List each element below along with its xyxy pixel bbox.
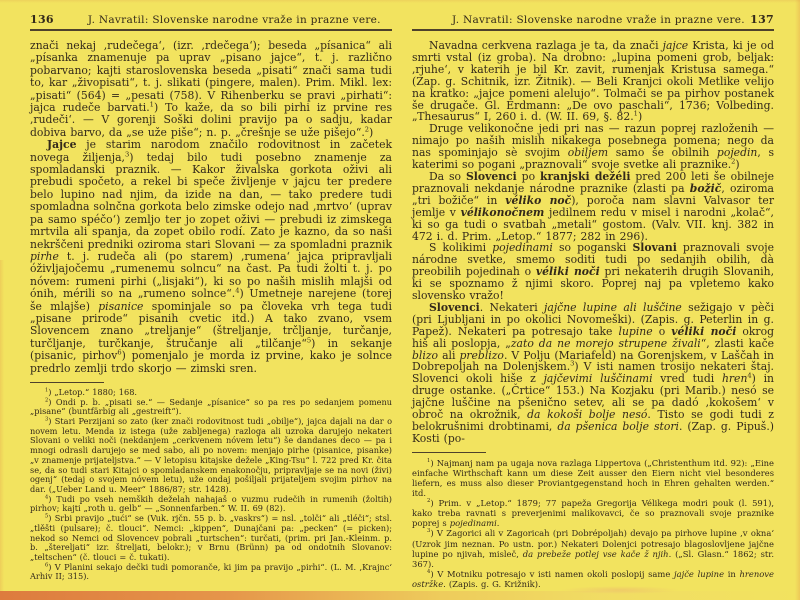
footnote: $^3$) V Zagorici ali v Zagoricah (pri Dobrépoljah) devajo pa pirhove lupine ,v okna‘ (Uzrok jim neznan. Po ustn. por.) Nekateri Dolenjci potresajo blagoslovljene jajčne lupine po njivah, misleč, da prebeže potlej vse kače ž njih. („Sl. Glasn.“ 1862; str. 367). bbox=[412, 528, 774, 569]
page-number: 136 bbox=[30, 13, 54, 26]
footnote: $^5$) Srbi pravijo „tući“ se (Vuk. rjčn. 55 p. b. „vaskrs“) = nsl. „tolči“ ali „tléči“; stsl. „tlěšti (pulsare); č. tlouci“. Nemci: „kippen“, Dunajčani pa: „pecken“ (= picken); nekod so Nemci od Slovencev pobrali „turtschen“: turčati, (prim. pri Jan.-Kleinm. p. b. „štereljati“ izr. štreljati, belokr.); v Brnu (Brünn) pa od ondotnih Slovanov: „teltschen“ (č. tlouci = č. tukati). bbox=[30, 513, 392, 562]
header-rule bbox=[412, 29, 774, 31]
footnote: $^1$) Najmanj nam pa ugaja nova razlaga Lippertova („Christenthum itd. 92): „Eine einfache Wirthschaft kann um diese Zeit ausser den Eiern nicht viel besonderes liefern, es muss also dieser Proviantgegenstand hoch in Ehren gehalten werden.“ itd. bbox=[412, 457, 774, 499]
running-header bbox=[412, 13, 774, 26]
page-137 bbox=[400, 0, 800, 600]
footnote-separator bbox=[30, 382, 104, 383]
running-header bbox=[30, 13, 392, 26]
footnote-separator bbox=[412, 452, 486, 453]
paragraph: Slovenci. Nekateri jajčne lupine ali luščine sežigajo v pèči (pri Ljubljani in po okolici Novomeški). (Zapis. g. Peterlin in g. Papež). Nekateri pa potresajo take lupine o véliki noči okrog hiš ali poslopja, „zato da ne morejo strupene živali“, zlasti kače blizo ali preblizo. V Polju (Mariafeld) na Gorenjskem, v Laščah in Dobrepoljah na Dolenjskem.$^3$) V isti namen trosijo nekateri štaj. Slovenci okoli hiše z jajčevimi luščinami vred tudi hren$^4$) in druge ostanke. („Črtice“ 153.) Na Kozjaku (pri Marib.) nesó se jajčne luščine na pšenično setev, ali se pa dadó ,kokošem‘ v obroč na okrožnik, da kokoši bolje nesó. Tisto se godi tudi z belokrušnimi drobtinami, da pšenica bolje stori. (Zap. g. Pipuš.) Kosti (po- bbox=[412, 300, 775, 445]
footnote: $^6$) V Planini sekajo dečki tudi pomoranče, ki jim pa pravijo „pirhi“. (L. M. ,Krajnc‘ Arhiv II; 315). bbox=[30, 561, 392, 582]
footnote: $^2$) Ondi p. b. „pisati se.“ — Sedanje „písanice“ so pa res po sedanjem pomenu „pisane“ (buntfärbig ali „gestreift“). bbox=[30, 396, 392, 417]
paragraph: Jajce je starim narodom značilo rodovitnost in začetek novega žiljenja,$^3$) tedaj bilo tudi posebno znamenje za spomladanski praznik. — Kakor živalska gorkota oživi ali prebudi spočeto, a rekel bi speče življenje v jajcu ter predere belo lupino nad njim, da izide na dan, — tako predere tudi spomladna solnčna gorkota belo zimske odejo nad ,mrtvo‘ (uprav pa samo spéčo‘) zemljo ter jo zopet oživi — prebudi iz zimskega mrtvila ali spanja, da zopet obilo rodí. Zato je kazno, da so naši nekrščeni predniki oziroma stari Slovani — za spomladni praznik pirhe t. j. rudeča ali (po starem) ,rumena‘ jajca pripravljali óživljajočemu „rumenemu solncu“ na čast. Pa tudi žolti t. j. po nóvem: rumeni pirhi („lisjaki“), ki so po naših mislih mlajši od ónih, mérili so na „rumeno solnce“.$^4$) Umetneje narejene (torej še mlajše) pisanice spominjale so pa človeka vrh tega tudi „pisane prirode“ pisanih cvetic itd.) A tako zvano, vsem Slovencem znano „treljanje“ (štreljanje, trčljanje, turčanje, turčljanje, turčkanje, štručanje ali „tilčanje“$^5$) in sekanje (pisanic, pirhov$^6$) pomenjalo je morda iz prvine, kako je solnce predrlo zemlji trdo skorjo — zimski sren. bbox=[30, 138, 392, 375]
footnotes bbox=[30, 388, 392, 582]
paragraph: znači nekaj ,rudečega‘, (izr. ,rdečega‘); beseda „písanica“ ali „písanka znamenuje pa uprav „pisano jajce“, t. j. različno pobarvano; kajti staroslovenska beseda „pisati“ znači sama tudi to, kar „živopisati“, t. j. slikati (pingere, malen). Prim. Mikl. lex: „pisati“ (564) = „pesati (758). V Rihenberku se pravi „pirhati“: jajca rudeče barvati.$^1$) To kaže, da so bili pirhi iz prvine res ,rudeči‘. — V gorenji Soški dolini pravijo pa o sadju, kadar dobiva barvo, da „se uže piše“; n. p. „črešnje se uže pišejo“.$^2$) bbox=[30, 39, 392, 139]
footnotes bbox=[412, 458, 774, 589]
footnote: $^1$) „Letop.“ 1880; 168. bbox=[45, 386, 138, 397]
paragraph: Navadna cerkvena razlaga je ta, da znači jajce Krista, ki je od smrti vstal (iz groba). Na drobno: „lupina pomeni grob, beljak: ,rjuhe‘, v katerih je bil Kr. zavit, rumenjak Kristusa samega.“ (Zap. g. Schitnik, izr. Žitnik). — Beli Kranjci okoli Metlike velijo na kratko: „jajce pomeni alelujo“. Tolmači se pa pirhov postanek še drugače. Gl. Erdmann: „De ovo paschali“, 1736; Volbeding. „Thesaurus“ I, 260 i. d. (W. II. 69, §. 82.$^1$) bbox=[412, 39, 774, 124]
scan-edge-top bbox=[0, 0, 800, 3]
header-rule bbox=[30, 29, 392, 31]
footnote: $^2$) Prim. v „Letop.“ 1879; 77 papeža Gregorija Vélikega modri pouk (l. 591), kako treba ravnati s preverjenimi malikovavci, če so praznovali svoje praznike poprej s pojedinami. bbox=[412, 498, 774, 529]
running-title: J. Navratil: Slovenske narodne vraže in prazne vere. bbox=[87, 14, 381, 26]
page-body bbox=[30, 40, 392, 375]
scan-edge-bottom bbox=[0, 591, 800, 600]
paragraph: S kolikimi pojedinami so poganski Slovani praznovali svoje národne svetke, smemo soditi tudi po sedanjih obilih, dà preobilih pojedinah o véliki noči pri nekaterih drugih Slovanih, ki se spoznamo ž njimi skoro. Poprej naj pa vpletemo kako slovensko vražo! bbox=[412, 241, 774, 303]
paragraph: Da so Slovenci po kranjski dežéli pred 200 leti še obilneje praznovali nekdanje národne praznike (zlasti pa božič, oziroma „tri božiče“ in véliko noč), poroča nam slavni Valvasor ter jemlje v vélikonočnem jedilnem redu v misel i narodni „kolač“, ki so ga tudi o svatbah „metali“ gostom. (Valv. VII. knj. 382 in 472 i. d. Prim. „Letop.“ 1877; 282 in 296). bbox=[412, 169, 774, 243]
scan-edge-right bbox=[795, 0, 800, 600]
footnote: $^3$) Stari Perzijani so zato (ker znači rodovitnost tudi „obilje“), jajca dajali na dar o novem letu. Menda iz istega (uže zabljenega) razloga ali uzroka darujejo nekateri Slovani o veliki noči (nekdanjem „cerkvenem nóvem letu“) še dandanes deco — pa i mnogi odrasli darujejo se med sabo, ali po novem: menjajo pirhe (pisanice, pisanke) „v znamenje prijateljstva.“ — V letopisu kitajske dežele „King-Tsu“ l. 722 pred Kr. čita se, da so tudi stari Kitajci o spomladanskem enakonočju, pripravljaje se na novi (živi) ogenj“ (tedaj o svojem nóvem letu), uže ondaj pošiljali prijateljem svojim pirhov na dar. („Ueber Land u. Meer“ 1886/87; str. 1428). bbox=[30, 416, 392, 494]
footnote: $^4$) Tudi po vseh nemških deželah nahajaš o vuzmu rudečih in rumenih (žoltih) pirhov; kajti „roth u. gelb“ — „Sonnenfarben.“ W. II. 69 (82). bbox=[30, 493, 392, 514]
scan-edge-left bbox=[0, 260, 4, 600]
paragraph: Druge velikonočne jedi pri nas — razun poprej razloženih — nimajo po naših mislih nikakega posebnega pomena; nego da nas spominjajo sè svojim obiljem samo še obilnih pojedin, s katerimi so pogani „praznovali“ svoje svetke ali praznike.$^2$) bbox=[412, 122, 774, 172]
page-body bbox=[412, 40, 774, 445]
page-number: 137 bbox=[750, 13, 774, 26]
running-title: J. Navratil: Slovenske narodne vraže in prazne vere. bbox=[452, 14, 745, 26]
footnote: $^4$) V Motniku potresajo v isti namen okoli poslopij same jajče lupine in hrenove ostržke. (Zapis. g. G. Križnik). bbox=[412, 568, 774, 589]
